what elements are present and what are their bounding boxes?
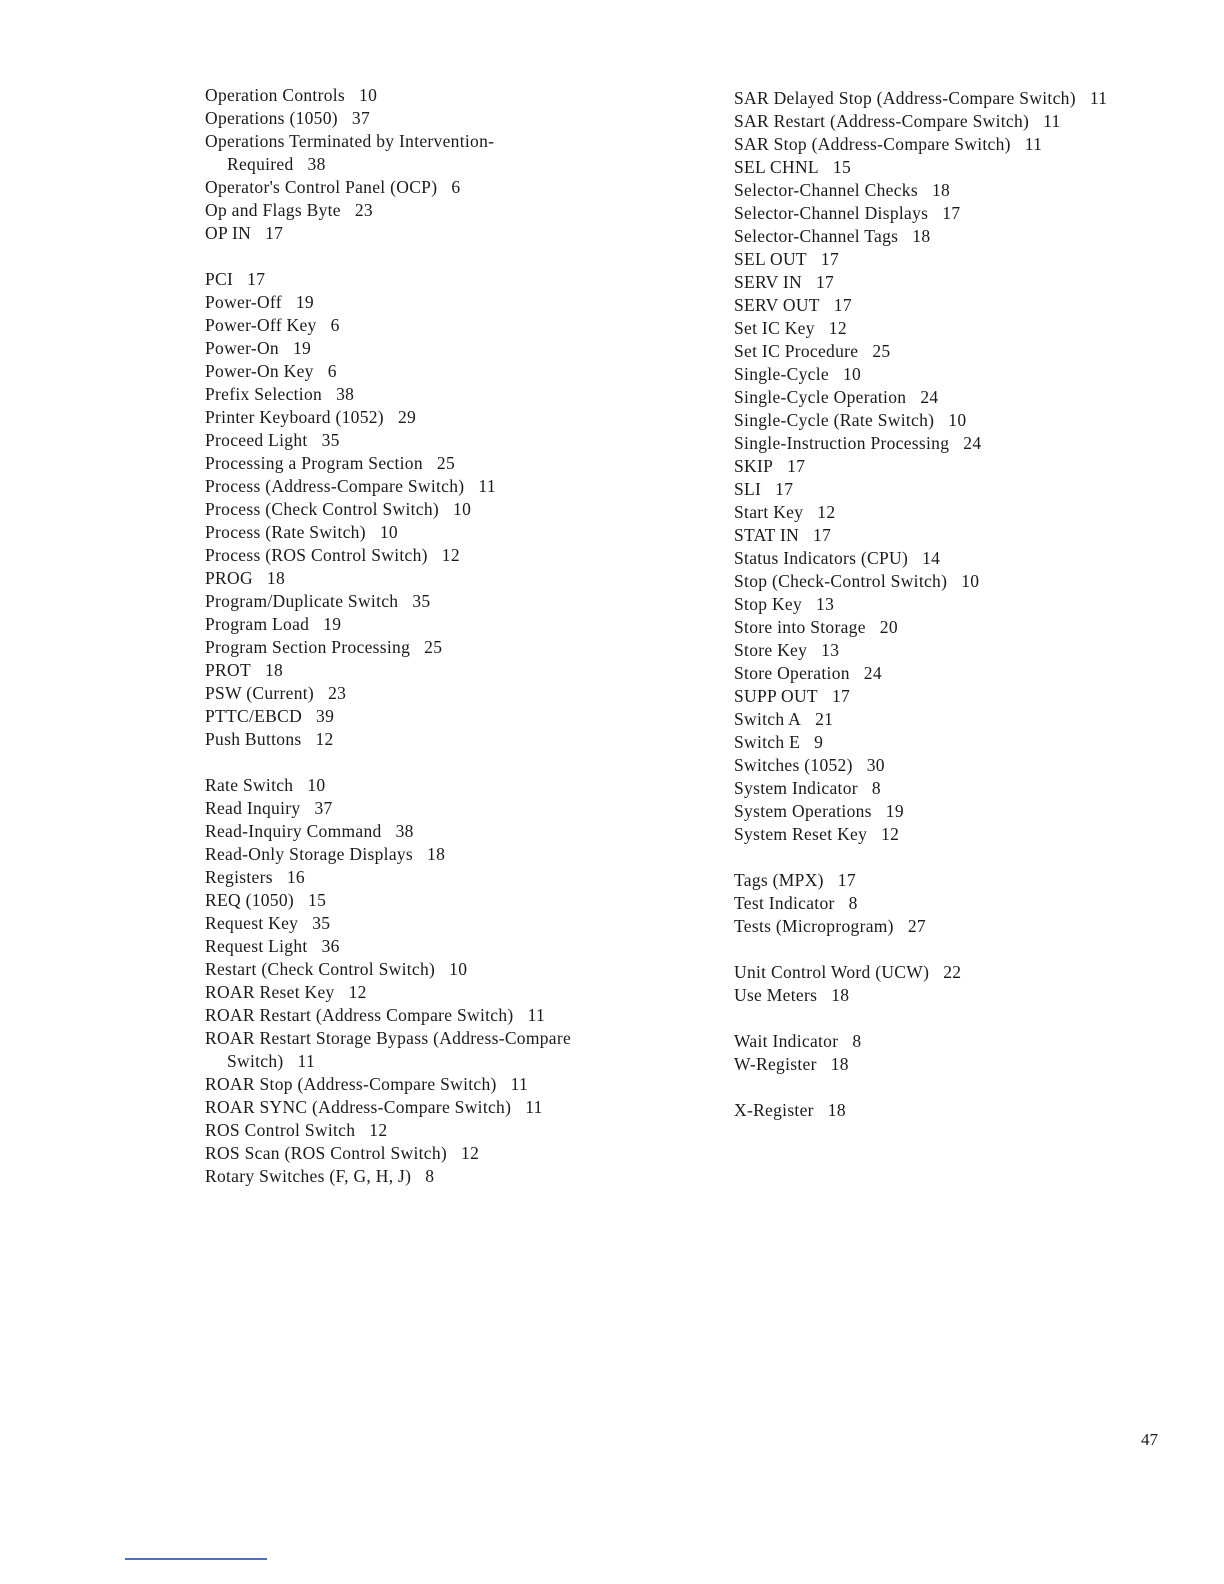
index-term: SLI [734, 479, 762, 499]
index-entry [205, 360, 725, 383]
index-page-ref: 39 [316, 706, 335, 726]
index-term: ROAR Stop (Address-Compare Switch) [205, 1074, 497, 1094]
index-entry [205, 153, 725, 176]
index-term: Operator's Control Panel (OCP) [205, 177, 438, 197]
index-term: Switches (1052) [734, 755, 853, 775]
index-term: ROS Control Switch [205, 1120, 356, 1140]
index-term: Process (Address-Compare Switch) [205, 476, 465, 496]
index-entry [205, 958, 725, 981]
index-term: REQ (1050) [205, 890, 295, 910]
index-term: Rotary Switches (F, G, H, J) [205, 1166, 412, 1186]
index-page-ref: 24 [863, 663, 882, 683]
index-term: Test Indicator [734, 893, 835, 913]
index-page-ref: 18 [830, 1054, 849, 1074]
index-page-ref: 19 [323, 614, 342, 634]
index-entry [734, 225, 1214, 248]
index-term: STAT IN [734, 525, 800, 545]
index-page-ref: 6 [451, 177, 461, 197]
index-entry [734, 823, 1214, 846]
index-entry [205, 222, 725, 245]
index-term: System Reset Key [734, 824, 868, 844]
index-entry [734, 1053, 1214, 1076]
index-page-ref: 12 [461, 1143, 480, 1163]
index-term: PROT [205, 660, 251, 680]
index-entry [205, 429, 725, 452]
index-page-ref: 12 [817, 502, 836, 522]
index-term: Restart (Check Control Switch) [205, 959, 436, 979]
index-page-ref: 38 [307, 154, 326, 174]
index-page-ref: 29 [397, 407, 417, 427]
index-page-ref: 17 [265, 223, 284, 243]
index-term: Switch) [227, 1051, 284, 1071]
index-term: PCI [205, 269, 234, 289]
index-term: Single-Cycle (Rate Switch) [734, 410, 935, 430]
index-page-ref: 24 [963, 433, 982, 453]
index-entry [734, 892, 1214, 915]
index-entry [734, 1030, 1214, 1053]
index-entry [734, 133, 1214, 156]
index-entry [734, 409, 1214, 432]
index-term: SKIP [734, 456, 774, 476]
index-page-ref: 13 [821, 640, 840, 660]
index-term: System Indicator [734, 778, 858, 798]
index-group-gap [734, 1007, 1214, 1030]
index-page-ref: 30 [866, 755, 885, 775]
index-group-gap [734, 938, 1214, 961]
index-page-ref: 18 [427, 844, 446, 864]
index-entry [205, 452, 725, 475]
index-entry [205, 1142, 725, 1165]
index-page-ref: 17 [775, 479, 794, 499]
index-entry [205, 314, 725, 337]
index-entry [205, 659, 725, 682]
index-term: SERV IN [734, 272, 802, 292]
index-entry [734, 800, 1214, 823]
index-entry [734, 363, 1214, 386]
index-term: ROAR SYNC (Address-Compare Switch) [205, 1097, 512, 1117]
index-term: Single-Cycle Operation [734, 387, 907, 407]
index-entry [734, 662, 1214, 685]
index-page-ref: 21 [815, 709, 834, 729]
index-page-ref: 17 [942, 203, 961, 223]
index-entry [205, 705, 725, 728]
index-entry [734, 202, 1214, 225]
index-entry [734, 570, 1214, 593]
index-term: Op and Flags Byte [205, 200, 341, 220]
index-page-ref: 8 [848, 893, 858, 913]
index-page-ref: 19 [292, 338, 312, 358]
index-page-ref: 23 [354, 200, 373, 220]
index-entry [205, 1073, 725, 1096]
index-page-ref: 20 [879, 617, 898, 637]
index-page-ref: 12 [828, 318, 847, 338]
index-term: Required [227, 154, 294, 174]
index-term: Rate Switch [205, 775, 294, 795]
index-page-ref: 10 [307, 775, 326, 795]
index-term: Unit Control Word (UCW) [734, 962, 930, 982]
index-entry [205, 107, 725, 130]
index-term: Tests (Microprogram) [734, 916, 894, 936]
index-entry [205, 268, 725, 291]
index-page-ref: 17 [813, 525, 832, 545]
index-entry [205, 797, 725, 820]
index-page-ref: 10 [961, 571, 980, 591]
index-term: Push Buttons [205, 729, 302, 749]
index-term: Operations (1050) [205, 108, 338, 128]
index-term: Set IC Key [734, 318, 815, 338]
index-entry [734, 685, 1214, 708]
index-term: SAR Restart (Address-Compare Switch) [734, 111, 1030, 131]
index-term: Switch E [734, 732, 801, 752]
index-page-ref: 6 [327, 361, 337, 381]
index-term: Power-On Key [205, 361, 314, 381]
index-term: ROAR Reset Key [205, 982, 335, 1002]
index-entry [734, 501, 1214, 524]
index-term: Power-On [205, 338, 279, 358]
index-page-ref: 11 [1089, 88, 1108, 108]
index-entry [205, 866, 725, 889]
index-page-ref: 10 [842, 364, 862, 384]
index-entry [734, 915, 1214, 938]
index-page-ref: 10 [453, 499, 472, 519]
index-entry [734, 731, 1214, 754]
index-page-ref: 12 [348, 982, 367, 1002]
index-entry [205, 1027, 725, 1050]
index-term: W-Register [734, 1054, 817, 1074]
index-entry [205, 889, 725, 912]
index-page-ref: 35 [312, 913, 331, 933]
index-page-ref: 12 [881, 824, 900, 844]
index-page-ref: 10 [379, 522, 398, 542]
index-entry [734, 984, 1214, 1007]
index-term: ROAR Restart (Address Compare Switch) [205, 1005, 514, 1025]
index-term: Program Load [205, 614, 310, 634]
index-page-ref: 17 [833, 295, 852, 315]
index-entry [205, 1165, 725, 1188]
index-page-ref: 38 [395, 821, 414, 841]
index-entry [205, 1004, 725, 1027]
index-page-ref: 25 [424, 637, 443, 657]
page-number: 47 [1141, 1430, 1158, 1449]
index-term: Store into Storage [734, 617, 866, 637]
index-entry [734, 271, 1214, 294]
index-term: Stop (Check-Control Switch) [734, 571, 948, 591]
index-term: Status Indicators (CPU) [734, 548, 909, 568]
index-term: Selector-Channel Tags [734, 226, 899, 246]
index-page-ref: 18 [931, 180, 951, 200]
footer-rule [125, 1558, 267, 1560]
index-entry [734, 248, 1214, 271]
index-term: PROG [205, 568, 253, 588]
index-term: SEL CHNL [734, 157, 819, 177]
index-entry [734, 639, 1214, 662]
index-term: Power-Off Key [205, 315, 317, 335]
index-entry [205, 843, 725, 866]
index-term: SERV OUT [734, 295, 820, 315]
index-page-ref: 11 [1024, 134, 1043, 154]
index-term: Start Key [734, 502, 804, 522]
index-term: Program/Duplicate Switch [205, 591, 399, 611]
index-term: SEL OUT [734, 249, 807, 269]
index-entry [734, 478, 1214, 501]
index-entry [734, 179, 1214, 202]
index-entry [205, 682, 725, 705]
index-term: Power-Off [205, 292, 282, 312]
index-entry [734, 432, 1214, 455]
index-page-ref: 10 [359, 85, 378, 105]
index-entry [734, 869, 1214, 892]
index-group-gap [734, 1076, 1214, 1099]
index-column-right [734, 87, 1214, 1122]
index-page-ref: 9 [814, 732, 824, 752]
index-term: Request Light [205, 936, 308, 956]
index-page-ref: 8 [852, 1031, 862, 1051]
index-term: Selector-Channel Checks [734, 180, 918, 200]
index-page-ref: 8 [871, 778, 881, 798]
index-page-ref: 38 [336, 384, 355, 404]
index-entry [205, 130, 725, 153]
index-term: Use Meters [734, 985, 818, 1005]
index-page-ref: 13 [816, 594, 835, 614]
index-entry [205, 337, 725, 360]
index-term: Processing a Program Section [205, 453, 423, 473]
index-term: PSW (Current) [205, 683, 315, 703]
index-term: Program Section Processing [205, 637, 411, 657]
index-page-ref: 16 [286, 867, 305, 887]
index-page-ref: 17 [831, 686, 851, 706]
index-page-ref: 19 [295, 292, 314, 312]
index-group-gap [205, 751, 725, 774]
index-term: Stop Key [734, 594, 803, 614]
index-page-ref: 19 [885, 801, 904, 821]
index-entry [205, 613, 725, 636]
index-term: OP IN [205, 223, 252, 243]
index-entry [205, 498, 725, 521]
index-entry [205, 544, 725, 567]
index-entry [734, 547, 1214, 570]
index-entry [734, 156, 1214, 179]
index-term: Operation Controls [205, 85, 346, 105]
index-page-ref: 15 [308, 890, 327, 910]
index-entry [205, 84, 725, 107]
index-term: Tags (MPX) [734, 870, 824, 890]
index-term: PTTC/EBCD [205, 706, 303, 726]
index-entry [734, 524, 1214, 547]
index-page-ref: 12 [369, 1120, 388, 1140]
index-term: Single-Cycle [734, 364, 829, 384]
index-entry [734, 616, 1214, 639]
index-entry [205, 1050, 725, 1073]
index-group-gap [734, 846, 1214, 869]
index-entry [734, 708, 1214, 731]
index-page-ref: 10 [449, 959, 468, 979]
index-entry [734, 777, 1214, 800]
index-page-ref: 23 [328, 683, 347, 703]
index-page-ref: 17 [820, 249, 840, 269]
index-entry [734, 455, 1214, 478]
index-entry [734, 593, 1214, 616]
index-term: Request Key [205, 913, 299, 933]
index-page-ref: 22 [943, 962, 962, 982]
index-page-ref: 17 [837, 870, 856, 890]
index-page-ref: 14 [922, 548, 941, 568]
index-page-ref: 27 [907, 916, 926, 936]
index-term: Read-Only Storage Displays [205, 844, 414, 864]
index-entry [205, 521, 725, 544]
index-term: Process (Check Control Switch) [205, 499, 440, 519]
index-page-ref: 11 [478, 476, 496, 496]
index-term: Operations Terminated by Intervention- [205, 131, 495, 151]
index-entry [734, 340, 1214, 363]
index-term: Read-Inquiry Command [205, 821, 382, 841]
index-page-ref: 17 [787, 456, 806, 476]
index-column-left [205, 84, 725, 1188]
index-entry [205, 912, 725, 935]
index-term: Proceed Light [205, 430, 308, 450]
index-term: Store Key [734, 640, 808, 660]
index-entry [205, 590, 725, 613]
index-page-ref: 18 [264, 660, 284, 680]
index-page-ref: 36 [321, 936, 340, 956]
index-term: SAR Stop (Address-Compare Switch) [734, 134, 1011, 154]
index-term: SAR Delayed Stop (Address-Compare Switch) [734, 88, 1076, 108]
index-page-ref: 25 [872, 341, 891, 361]
index-page-ref: 11 [1043, 111, 1061, 131]
index-entry [734, 386, 1214, 409]
index-page-ref: 15 [832, 157, 851, 177]
index-page-ref: 10 [948, 410, 967, 430]
index-term: Switch A [734, 709, 802, 729]
index-entry [205, 567, 725, 590]
index-entry [205, 935, 725, 958]
index-entry [205, 1119, 725, 1142]
index-page-ref: 11 [527, 1005, 546, 1025]
index-entry [734, 961, 1214, 984]
index-group-gap [205, 245, 725, 268]
index-entry [205, 728, 725, 751]
index-entry [734, 1099, 1214, 1122]
index-entry [205, 981, 725, 1004]
index-entry [734, 110, 1214, 133]
index-page-ref: 17 [815, 272, 835, 292]
index-page-ref: 25 [436, 453, 455, 473]
index-page-ref: 24 [920, 387, 939, 407]
index-term: Printer Keyboard (1052) [205, 407, 384, 427]
index-term: System Operations [734, 801, 872, 821]
index-entry [734, 87, 1214, 110]
index-entry [734, 294, 1214, 317]
index-page-ref: 18 [831, 985, 850, 1005]
index-term: Registers [205, 867, 273, 887]
index-term: Process (ROS Control Switch) [205, 545, 428, 565]
index-page-ref: 12 [315, 729, 334, 749]
index-term: SUPP OUT [734, 686, 818, 706]
index-term: Wait Indicator [734, 1031, 839, 1051]
index-page-ref: 35 [321, 430, 340, 450]
index-page-ref: 18 [827, 1100, 846, 1120]
index-entry [734, 317, 1214, 340]
index-entry [205, 291, 725, 314]
index-page-ref: 8 [425, 1166, 435, 1186]
index-term: Store Operation [734, 663, 850, 683]
index-term: Set IC Procedure [734, 341, 859, 361]
index-page-ref: 11 [510, 1074, 529, 1094]
index-page-ref: 18 [266, 568, 285, 588]
index-term: Single-Instruction Processing [734, 433, 950, 453]
index-entry [205, 176, 725, 199]
index-page-ref: 6 [330, 315, 340, 335]
index-term: ROS Scan (ROS Control Switch) [205, 1143, 448, 1163]
index-page-ref: 12 [441, 545, 460, 565]
index-entry [205, 636, 725, 659]
index-term: Prefix Selection [205, 384, 323, 404]
index-term: Process (Rate Switch) [205, 522, 366, 542]
index-entry [205, 383, 725, 406]
index-entry [205, 475, 725, 498]
index-entry [205, 1096, 725, 1119]
index-entry [205, 820, 725, 843]
index-page-ref: 17 [247, 269, 266, 289]
index-term: Read Inquiry [205, 798, 301, 818]
index-entry [734, 754, 1214, 777]
index-entry [205, 199, 725, 222]
index-term: Selector-Channel Displays [734, 203, 929, 223]
index-term: ROAR Restart Storage Bypass (Address-Compare [205, 1028, 572, 1048]
index-entry [205, 406, 725, 429]
index-entry [205, 774, 725, 797]
index-page-ref: 37 [351, 108, 371, 128]
index-page-ref: 35 [412, 591, 431, 611]
index-page-ref: 11 [297, 1051, 315, 1071]
index-term: X-Register [734, 1100, 814, 1120]
index-page-ref: 11 [525, 1097, 543, 1117]
index-page-ref: 37 [314, 798, 333, 818]
index-page-ref: 18 [912, 226, 931, 246]
